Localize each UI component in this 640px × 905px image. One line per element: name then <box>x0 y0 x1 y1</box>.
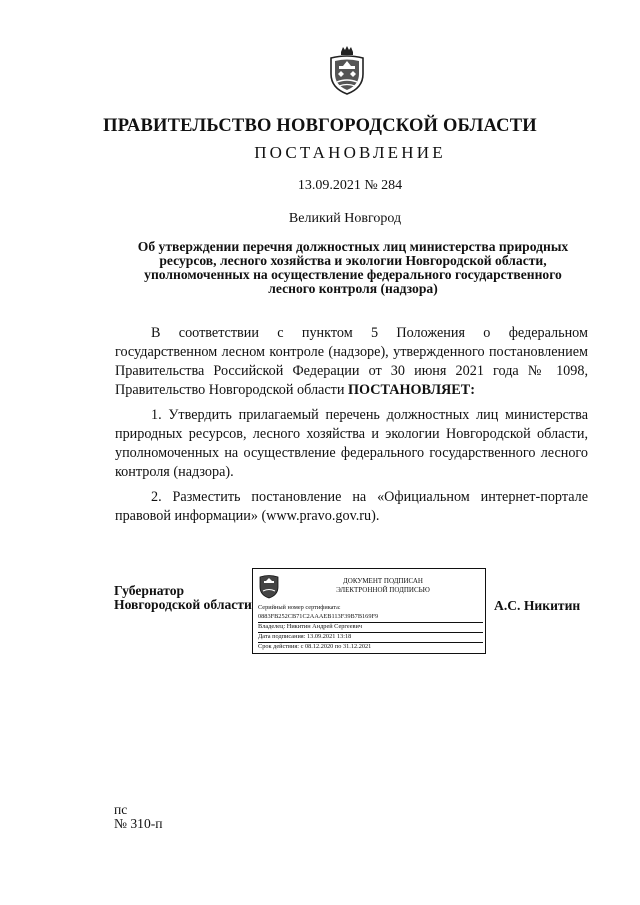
subject-line: уполномоченных на осуществление федерального государственного <box>144 267 562 282</box>
document-date-number: 13.09.2021 № 284 <box>297 178 403 193</box>
serial-value: 0883FB252CB71C2AAAEB113F39B7B169F9 <box>258 612 379 620</box>
position-line: Новгородской области <box>114 597 252 612</box>
subject-line: лесного контроля (надзора) <box>268 281 438 296</box>
footer-initials: пс <box>114 802 128 817</box>
document-subject <box>118 240 588 296</box>
signatory-name: А.С. Никитин <box>494 598 581 613</box>
digital-signature-stamp <box>252 568 486 654</box>
preamble-text: В соответствии с пунктом 5 Положения о федеральном государственном лесном контроле (надзоре), утвержденного постановлением Правительства Российской Федерации от 30 июня 2021 года № 1098, Правительство Новгородской области <box>115 325 588 398</box>
document-type: ПОСТАНОВЛЕНИЕ <box>254 143 446 162</box>
stamp-fields <box>258 604 483 651</box>
subject-line: Об утверждении перечня должностных лиц министерства природных <box>137 239 569 254</box>
position-line: Губернатор <box>114 583 185 598</box>
resolution-keyword: ПОСТАНОВЛЯЕТ: <box>347 382 475 398</box>
subject-line: ресурсов, лесного хозяйства и экологии Новгородской области, <box>159 253 547 268</box>
footer-code: № 310-п <box>114 816 163 831</box>
signed-date: Дата подписания: 13.09.2021 13:18 <box>258 632 352 640</box>
signatory-position <box>114 584 252 612</box>
preamble-paragraph <box>115 324 588 400</box>
item-1: 1. Утвердить прилагаемый перечень должностных лиц министерства природных ресурсов, лесного хозяйства и экологии Новгородской области, уполномоченных на осуществление федерального государственного лесного контроля (надзора). <box>115 407 588 480</box>
document-footer <box>114 803 163 831</box>
owner: Владелец: Никитин Андрей Сергеевич <box>258 622 363 630</box>
organization-title: ПРАВИТЕЛЬСТВО НОВГОРОДСКОЙ ОБЛАСТИ <box>103 116 537 136</box>
coat-of-arms-icon <box>327 44 367 96</box>
serial-label: Серийный номер сертификата: <box>258 604 341 611</box>
stamp-heading-line: ДОКУМЕНТ ПОДПИСАН <box>343 577 423 585</box>
stamp-heading-line: ЭЛЕКТРОННОЙ ПОДПИСЬЮ <box>336 585 430 594</box>
document-body <box>115 324 588 532</box>
document-city: Великий Новгород <box>288 211 402 226</box>
stamp-coat-of-arms-icon <box>258 573 280 599</box>
item-2: 2. Разместить постановление на «Официальном интернет-портале правовой информации» (www.pravo.gov.ru). <box>115 489 588 524</box>
validity: Срок действия: с 08.12.2020 по 31.12.2021 <box>258 642 372 650</box>
stamp-heading <box>283 577 483 594</box>
